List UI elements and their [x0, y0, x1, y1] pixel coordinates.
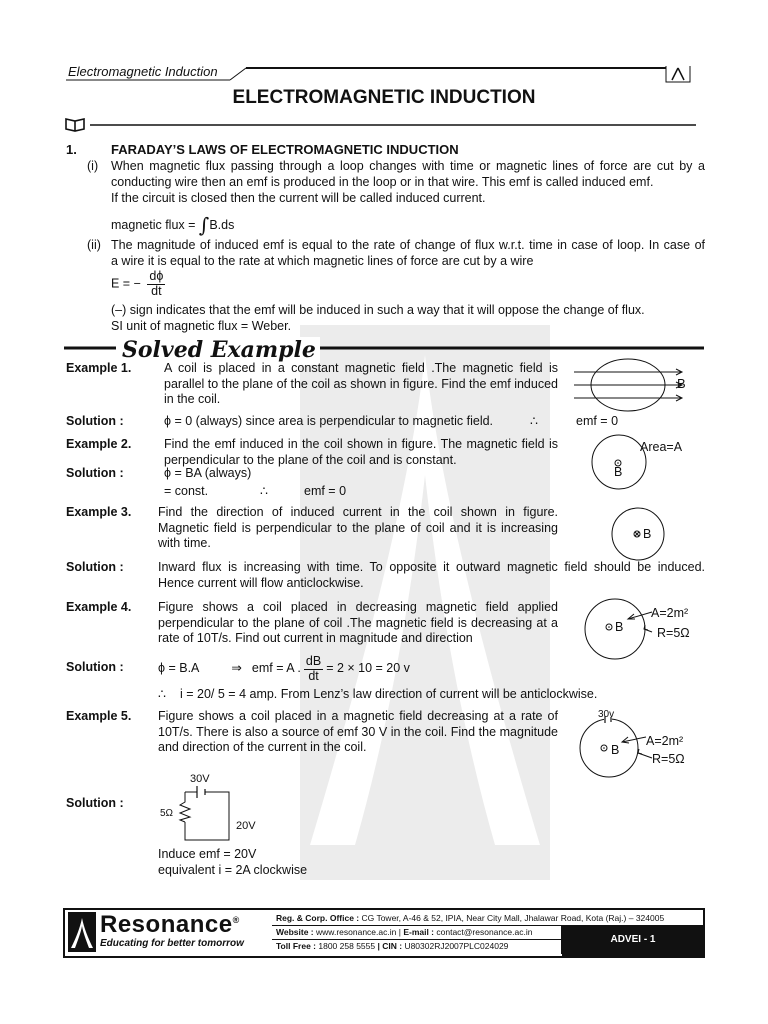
solution-4-line-2: i = 20/ 5 = 4 amp. From Lenz’s law direction of current will be anticlockwise.	[180, 687, 598, 701]
example-1-field-label: B	[677, 376, 686, 391]
para-i-line-3: If the circuit is closed then the current will be called induced current.	[111, 191, 486, 205]
example-5-area-label: A=2m²	[646, 734, 684, 748]
example-2-text: Find the emf induced in the coil shown in figure. The magnetic field is perpendicular to the plane of the coil and is constant.	[164, 437, 558, 467]
emf-formula	[111, 270, 168, 299]
example-5-label: Example 5.	[66, 709, 132, 723]
example-3-figure	[610, 504, 668, 564]
solution-4-denominator: dt	[308, 668, 319, 683]
solution-1-text: ϕ = 0 (always) since area is perpendicular to magnetic field.	[164, 414, 494, 428]
emf-numerator: dϕ	[149, 269, 164, 283]
solution-4-numerator: dB	[305, 653, 322, 668]
footer-logo	[68, 912, 266, 956]
solution-1-result: emf = 0	[576, 414, 619, 428]
flux-label: magnetic flux =	[111, 217, 196, 232]
solution-4-calc: = 2 × 10 = 20 v	[326, 661, 410, 676]
emf-fraction	[147, 270, 165, 299]
solution-2-label: Solution :	[66, 466, 124, 480]
website-label: Website :	[276, 927, 314, 937]
tollfree-label: Toll Free :	[276, 941, 316, 951]
example-4-area-label: A=2m²	[651, 606, 689, 620]
example-4-field-label: B	[615, 620, 624, 634]
therefore-symbol: ∴	[158, 687, 166, 701]
resonance-logo-icon	[68, 912, 96, 952]
page-title: ELECTROMAGNETIC INDUCTION	[232, 87, 536, 108]
para-ii-line-1: The magnitude of induced emf is equal to the rate of change of flux w.r.t. time in case of loop. In case of	[111, 238, 705, 252]
cin-label: | CIN :	[377, 941, 403, 951]
solution-4-phi: ϕ = B.A	[158, 661, 200, 676]
solved-example-heading: Solved Example	[118, 337, 320, 365]
example-5-field-label: B	[611, 743, 620, 757]
solution-5-line-2: equivalent i = 2A clockwise	[158, 863, 308, 877]
footer-brand-name: Resonance	[100, 911, 233, 938]
circuit-30v-label: 30V	[190, 773, 210, 785]
header-rule	[66, 66, 706, 86]
footer-brand	[100, 910, 240, 940]
solution-4-label: Solution :	[66, 660, 124, 674]
solution-5-label: Solution :	[66, 796, 124, 810]
solution-4-emf: emf = A .	[251, 661, 301, 676]
section-number: 1.	[66, 142, 77, 157]
therefore-symbol: ∴	[530, 414, 538, 428]
si-unit: SI unit of magnetic flux = Weber.	[111, 319, 292, 333]
book-icon	[64, 116, 706, 132]
example-3-label: Example 3.	[66, 505, 132, 519]
email-label: E-mail :	[403, 927, 435, 937]
sign-note: (–) sign indicates that the emf will be induced in such a way that it will oppose the change of flux.	[111, 303, 645, 317]
example-3-field-label: B	[643, 527, 652, 541]
therefore-symbol: ∴	[260, 484, 268, 498]
page-code: ADVEI - 1	[562, 925, 704, 956]
footer-tagline: Educating for better tomorrow	[100, 938, 244, 949]
emf-denominator: dt	[151, 283, 162, 298]
solution-4-equation	[158, 653, 410, 685]
solution-2-result: emf = 0	[304, 484, 347, 498]
flux-integrand: B.ds	[209, 217, 235, 232]
emf-lhs: E = −	[111, 276, 141, 291]
section-heading: FARADAY’S LAWS OF ELECTROMAGNETIC INDUCTION	[111, 142, 459, 157]
example-1-figure	[572, 358, 692, 414]
solution-3-line-2: Hence current will flow anticlockwise.	[158, 576, 364, 590]
cin-number: U80302RJ2007PLC024029	[404, 941, 509, 951]
example-3-text: Find the direction of induced current in the coil shown in figure. Magnetic field is perpendicular to the plane of coil and it is increasing with time.	[158, 505, 558, 551]
para-ii-line-2: a wire it is equal to the rate at which magnetic lines of force are cut by a wire	[111, 254, 534, 268]
solution-1-label: Solution :	[66, 414, 124, 428]
solution-2-line-1: ϕ = BA (always)	[164, 466, 252, 480]
example-2-label: Example 2.	[66, 437, 132, 451]
circuit-resistor-label: 5Ω	[160, 808, 174, 819]
tollfree-number: 1800 258 5555	[318, 941, 376, 951]
example-4-text: Figure shows a coil placed in decreasing magnetic field applied perpendicular to the plane of coil .The magnetic field is decreasing at a rate of 10T/s. Find out current in magnitude and direction	[158, 600, 558, 646]
solution-4-fraction	[304, 655, 323, 684]
footer-office-row	[272, 911, 704, 926]
solution-5-line-1: Induce emf = 20V	[158, 847, 257, 861]
example-1-text: A coil is placed in a constant magnetic field .The magnetic field is parallel to the plane of the coil as shown in figure. Find the emf induced in the coil.	[164, 361, 558, 407]
implies-symbol: ⇒	[231, 661, 242, 676]
registered-mark: ®	[232, 915, 240, 925]
example-5-text: Figure shows a coil placed in a magnetic field decreasing at a rate of 10T/s. There is also a source of emf 30 V in the coil. Find the magnitude and direction of the current in the coil.	[158, 709, 558, 755]
office-label: Reg. & Corp. Office :	[276, 913, 360, 923]
email-link[interactable]: contact@resonance.ac.in	[436, 927, 533, 937]
example-5-resistance-label: R=5Ω	[652, 752, 685, 766]
website-link[interactable]: www.resonance.ac.in	[316, 927, 397, 937]
solution-2-line-2: = const.	[164, 484, 209, 498]
example-1-label: Example 1.	[66, 361, 132, 375]
integral-icon: ∫	[198, 213, 210, 237]
office-address: CG Tower, A-46 & 52, IPIA, Near City Mall, Jhalawar Road, Kota (Raj.) – 324005	[361, 913, 665, 923]
flux-formula	[111, 213, 234, 238]
example-2-area-label: Area=A	[640, 440, 683, 454]
example-4-label: Example 4.	[66, 600, 132, 614]
para-label-ii: (ii)	[87, 238, 101, 252]
solution-3-line-1: Inward flux is increasing with time. To opposite it outward magnetic field should be induced.	[158, 560, 705, 574]
solution-3-label: Solution :	[66, 560, 124, 574]
example-2-field-label: B	[614, 465, 623, 479]
example-4-resistance-label: R=5Ω	[657, 626, 690, 640]
para-i-line-1: When magnetic flux passing through a loop changes with time or magnetic lines of force are cut by a	[111, 159, 705, 173]
footer-contact-row	[272, 925, 562, 940]
footer-tollfree-row	[272, 939, 562, 954]
running-title: Electromagnetic Induction	[68, 64, 218, 79]
circuit-diagram	[175, 784, 235, 846]
circuit-20v-label: 20V	[236, 820, 256, 832]
para-label-i: (i)	[87, 159, 99, 173]
example-5-source-label: 30v	[598, 709, 615, 720]
separator: |	[398, 927, 401, 937]
para-i-line-2: conducting wire then an emf is produced in the loop or in that wire. This emf is called induced emf.	[111, 175, 654, 189]
